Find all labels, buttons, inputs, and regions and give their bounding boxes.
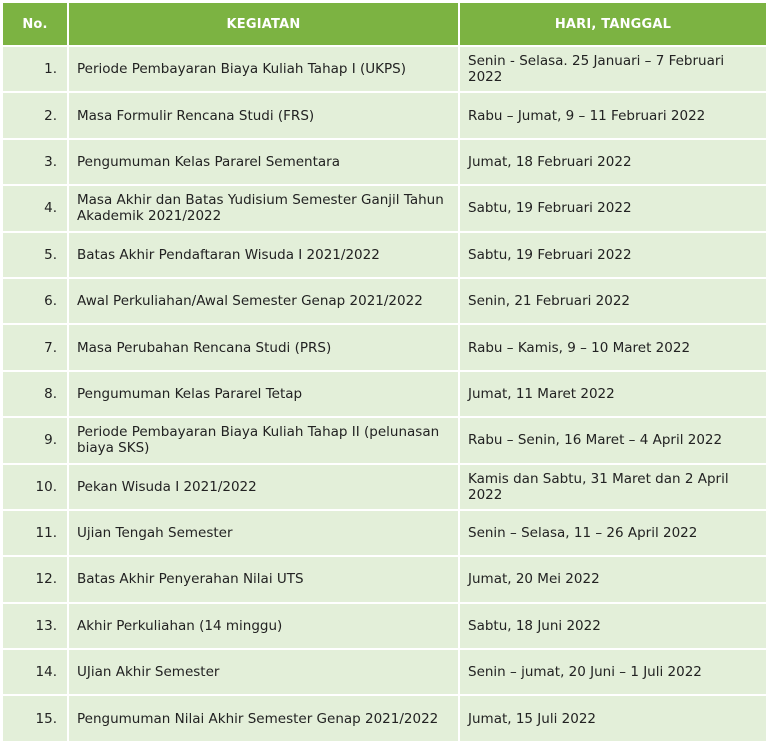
- row-number: 9.: [3, 418, 67, 462]
- row-activity: UJian Akhir Semester: [69, 650, 458, 694]
- row-activity: Pekan Wisuda I 2021/2022: [69, 465, 458, 509]
- row-activity: Masa Perubahan Rencana Studi (PRS): [69, 325, 458, 369]
- row-number: 12.: [3, 557, 67, 601]
- table-header: [3, 3, 766, 45]
- row-activity: Batas Akhir Pendaftaran Wisuda I 2021/2022: [69, 233, 458, 277]
- row-number: 4.: [3, 186, 67, 230]
- row-date: Kamis dan Sabtu, 31 Maret dan 2 April 2022: [460, 465, 766, 509]
- table-row: [3, 325, 766, 369]
- row-activity: Batas Akhir Penyerahan Nilai UTS: [69, 557, 458, 601]
- table-row: [3, 186, 766, 230]
- academic-calendar-table: [1, 1, 768, 743]
- header-row: [3, 3, 766, 45]
- table-row: [3, 233, 766, 277]
- table-row: [3, 418, 766, 462]
- row-number: 10.: [3, 465, 67, 509]
- table-row: [3, 279, 766, 323]
- row-number: 14.: [3, 650, 67, 694]
- row-activity: Masa Akhir dan Batas Yudisium Semester Ganjil Tahun Akademik 2021/2022: [69, 186, 458, 230]
- row-date: Jumat, 11 Maret 2022: [460, 372, 766, 416]
- row-activity: Pengumuman Kelas Pararel Sementara: [69, 140, 458, 184]
- row-number: 2.: [3, 93, 67, 137]
- row-date: Jumat, 18 Februari 2022: [460, 140, 766, 184]
- row-number: 5.: [3, 233, 67, 277]
- row-activity: Pengumuman Kelas Pararel Tetap: [69, 372, 458, 416]
- row-date: Senin - Selasa. 25 Januari – 7 Februari 2022: [460, 47, 766, 91]
- row-number: 7.: [3, 325, 67, 369]
- table-row: [3, 650, 766, 694]
- row-number: 15.: [3, 696, 67, 740]
- row-activity: Masa Formulir Rencana Studi (FRS): [69, 93, 458, 137]
- row-activity: Awal Perkuliahan/Awal Semester Genap 2021/2022: [69, 279, 458, 323]
- header-no: No.: [3, 3, 67, 45]
- table-row: [3, 557, 766, 601]
- row-number: 11.: [3, 511, 67, 555]
- table-row: [3, 372, 766, 416]
- row-date: Jumat, 20 Mei 2022: [460, 557, 766, 601]
- row-date: Sabtu, 18 Juni 2022: [460, 604, 766, 648]
- row-number: 6.: [3, 279, 67, 323]
- row-number: 1.: [3, 47, 67, 91]
- row-activity: Periode Pembayaran Biaya Kuliah Tahap I (UKPS): [69, 47, 458, 91]
- row-number: 13.: [3, 604, 67, 648]
- row-date: Jumat, 15 Juli 2022: [460, 696, 766, 740]
- table-row: [3, 140, 766, 184]
- table-row: [3, 47, 766, 91]
- row-date: Rabu – Jumat, 9 – 11 Februari 2022: [460, 93, 766, 137]
- row-date: Senin, 21 Februari 2022: [460, 279, 766, 323]
- table-row: [3, 604, 766, 648]
- row-date: Senin – Selasa, 11 – 26 April 2022: [460, 511, 766, 555]
- row-date: Rabu – Kamis, 9 – 10 Maret 2022: [460, 325, 766, 369]
- table-row: [3, 511, 766, 555]
- header-date: HARI, TANGGAL: [460, 3, 766, 45]
- table-row: [3, 465, 766, 509]
- row-date: Sabtu, 19 Februari 2022: [460, 233, 766, 277]
- row-number: 3.: [3, 140, 67, 184]
- row-activity: Ujian Tengah Semester: [69, 511, 458, 555]
- row-number: 8.: [3, 372, 67, 416]
- table-row: [3, 93, 766, 137]
- row-activity: Pengumuman Nilai Akhir Semester Genap 2021/2022: [69, 696, 458, 740]
- row-date: Sabtu, 19 Februari 2022: [460, 186, 766, 230]
- table-body: [3, 47, 766, 741]
- row-date: Rabu – Senin, 16 Maret – 4 April 2022: [460, 418, 766, 462]
- row-activity: Periode Pembayaran Biaya Kuliah Tahap II (pelunasan biaya SKS): [69, 418, 458, 462]
- header-activity: KEGIATAN: [69, 3, 458, 45]
- table-row: [3, 696, 766, 740]
- row-date: Senin – jumat, 20 Juni – 1 Juli 2022: [460, 650, 766, 694]
- row-activity: Akhir Perkuliahan (14 minggu): [69, 604, 458, 648]
